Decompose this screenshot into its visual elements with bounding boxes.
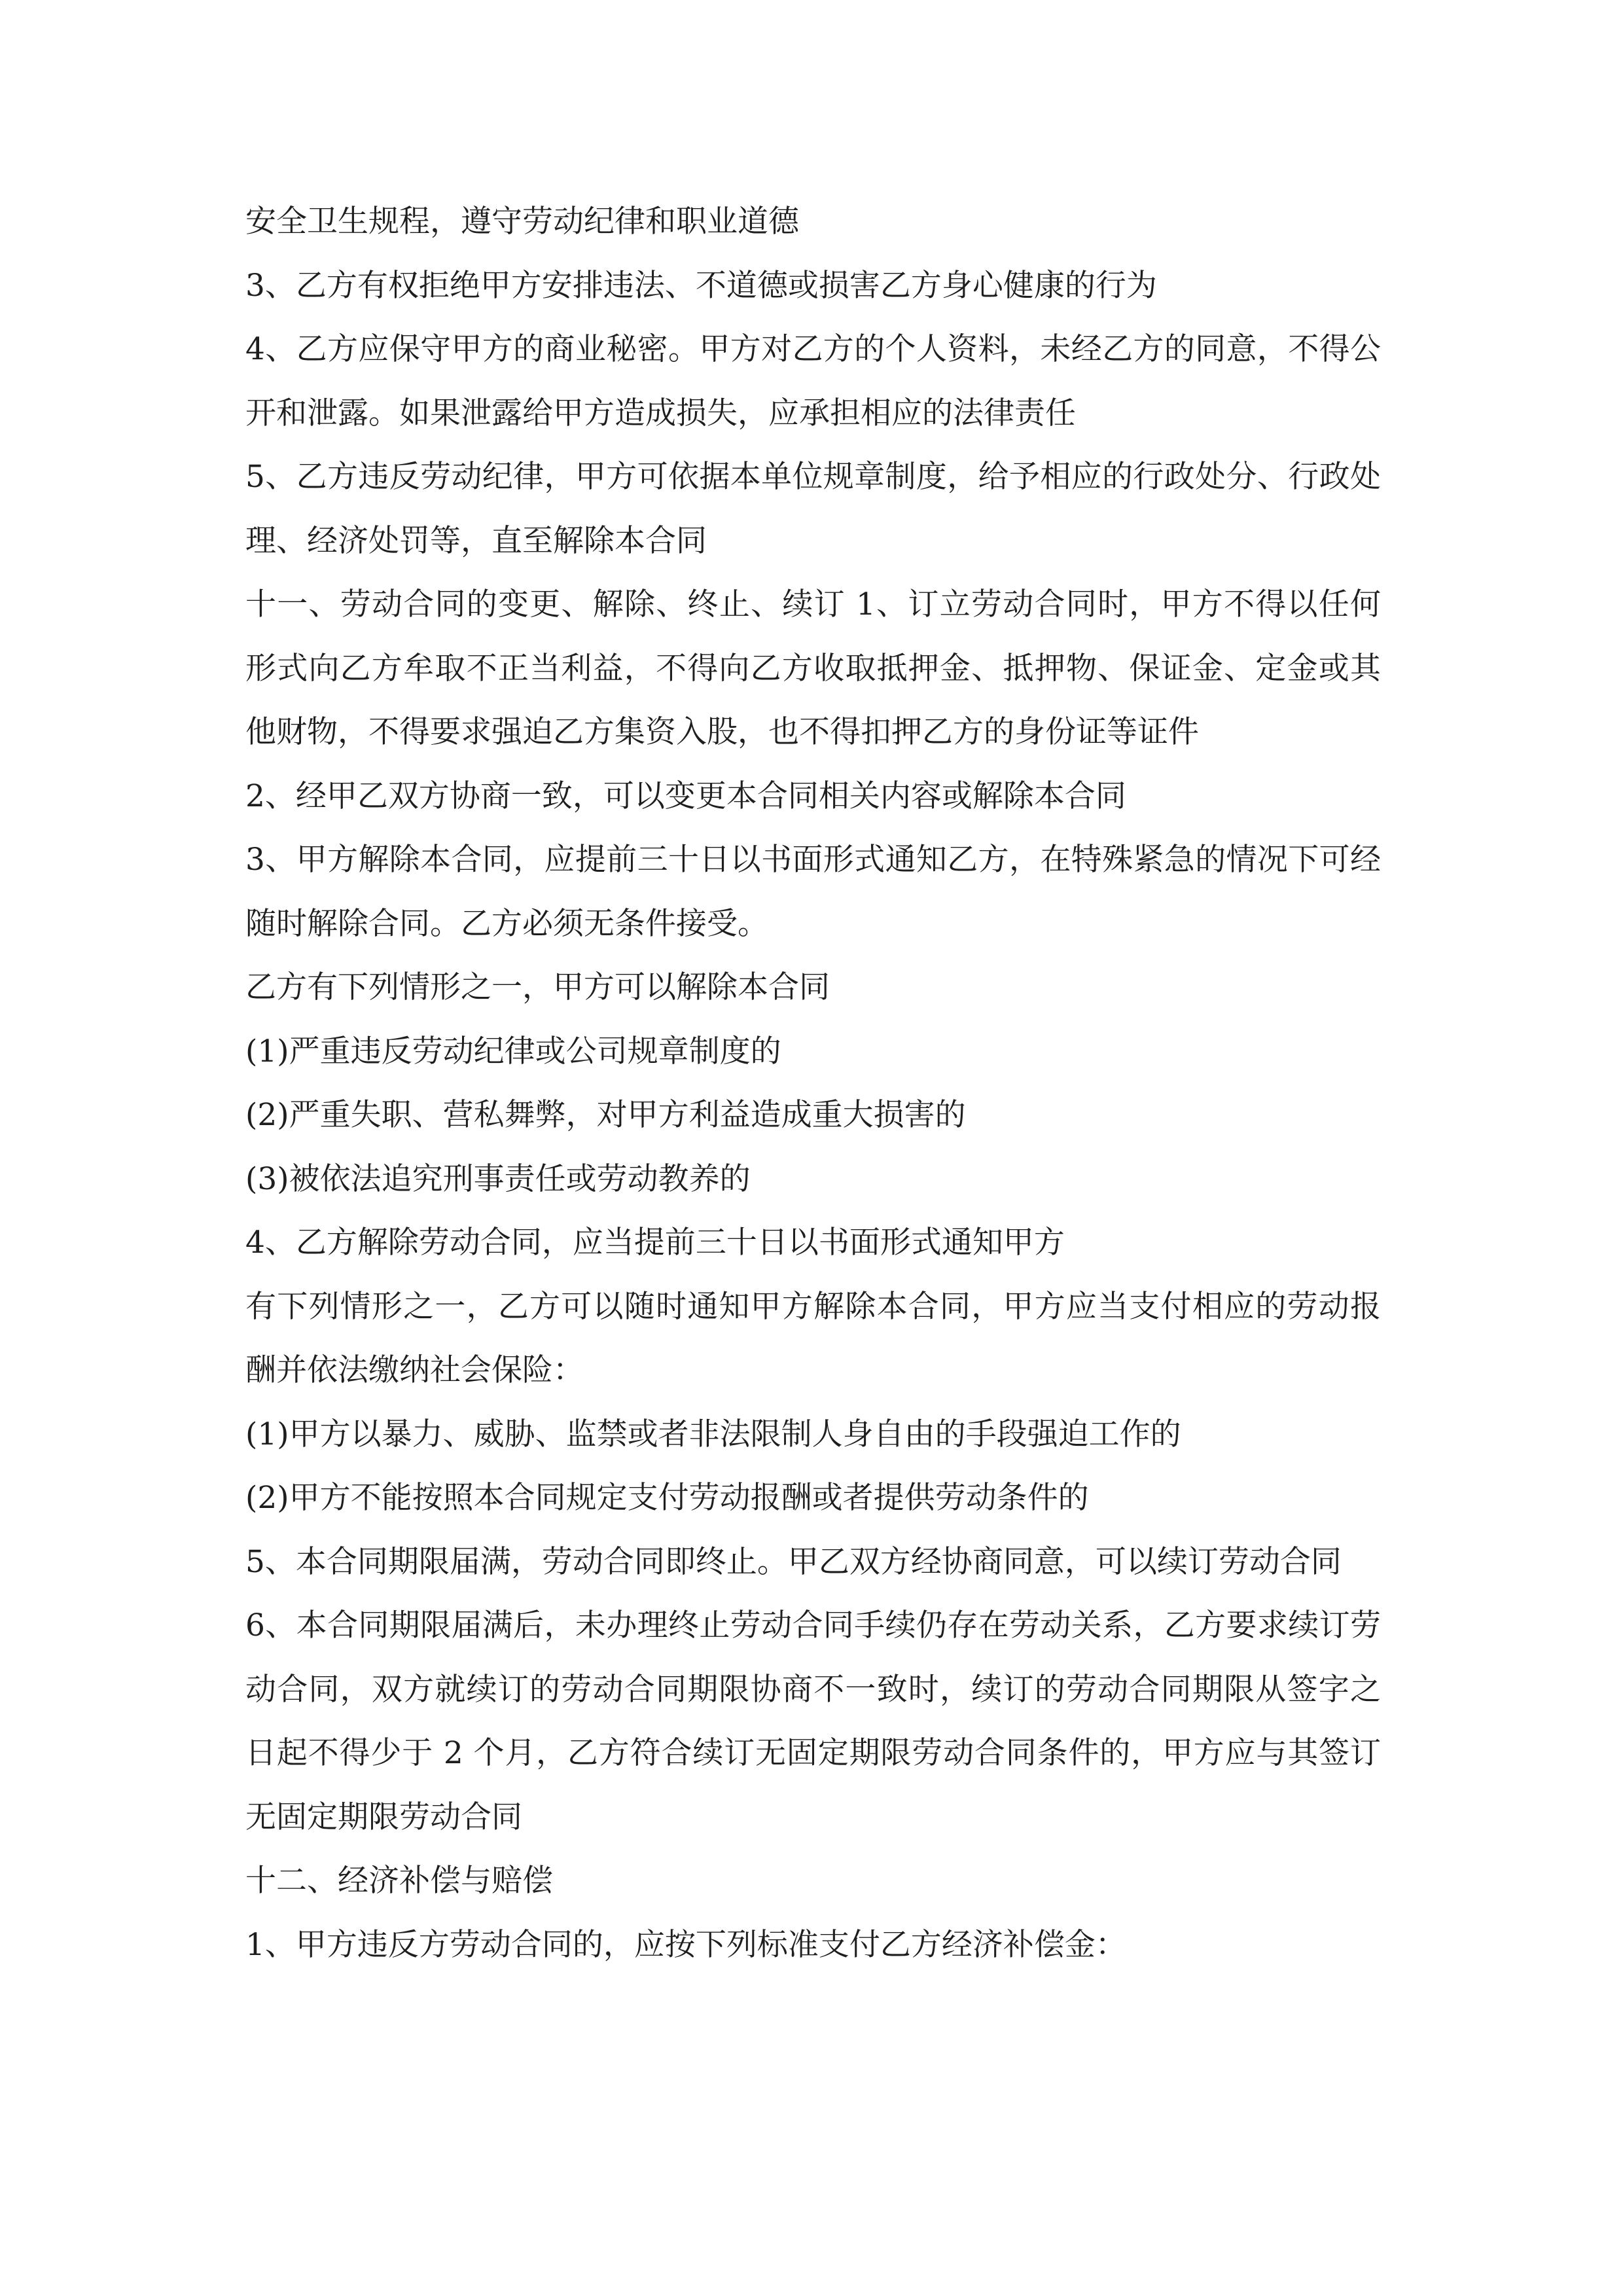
- paragraph-clause-5-expiry: 5、本合同期限届满，劳动合同即终止。甲乙双方经协商同意，可以续订劳动合同: [245, 1543, 1342, 1580]
- paragraph-clause-3-refuse: 3、乙方有权拒绝甲方安排违法、不道德或损害乙方身心健康的行为: [245, 267, 1157, 304]
- paragraph-safety-rules: 安全卫生规程，遵守劳动纪律和职业道德: [245, 204, 799, 240]
- list-item-condition-3: (3)被依法追究刑事责任或劳动教养的: [245, 1160, 751, 1197]
- list-item-employer-violation-2: (2)甲方不能按照本合同规定支付劳动报酬或者提供劳动条件的: [245, 1480, 1089, 1516]
- paragraph-compensation-clause-1: 1、甲方违反方劳动合同的，应按下列标准支付乙方经济补偿金：: [245, 1926, 1126, 1963]
- list-item-condition-1: (1)严重违反劳动纪律或公司规章制度的: [245, 1033, 781, 1069]
- paragraph-clause-4-employee-terminate: 4、乙方解除劳动合同，应当提前三十日以书面形式通知甲方: [245, 1225, 1065, 1261]
- paragraph-immediate-termination-intro: 有下列情形之一，乙方可以随时通知甲方解除本合同，甲方应当支付相应的劳动报酬并依法缴纳社会保险：: [245, 1288, 1381, 1388]
- list-item-employer-violation-1: (1)甲方以暴力、威胁、监禁或者非法限制人身自由的手段强迫工作的: [245, 1416, 1181, 1452]
- paragraph-clause-4-secrets: 4、乙方应保守甲方的商业秘密。甲方对乙方的个人资料，未经乙方的同意，不得公开和泄露。如果泄露给甲方造成损失，应承担相应的法律责任: [245, 331, 1381, 431]
- section-heading-12: 十二、经济补偿与赔偿: [245, 1863, 553, 1899]
- paragraph-conditions-intro: 乙方有下列情形之一，甲方可以解除本合同: [245, 969, 830, 1005]
- paragraph-clause-3-terminate: 3、甲方解除本合同，应提前三十日以书面形式通知乙方，在特殊紧急的情况下可经随时解除合同。乙方必须无条件接受。: [245, 842, 1381, 942]
- paragraph-clause-5-discipline: 5、乙方违反劳动纪律，甲方可依据本单位规章制度，给予相应的行政处分、行政处理、经济处罚等，直至解除本合同: [245, 459, 1381, 559]
- list-item-condition-2: (2)严重失职、营私舞弊，对甲方利益造成重大损害的: [245, 1097, 966, 1133]
- paragraph-clause-6-renewal: 6、本合同期限届满后，未办理终止劳动合同手续仍存在劳动关系，乙方要求续订劳动合同，双方就续订的劳动合同期限协商不一致时，续订的劳动合同期限从签字之日起不得少于 2 个月，乙方符合续订无固定期限劳动合同条件的，甲方应与其签订无固定期限劳动合同: [245, 1607, 1381, 1835]
- paragraph-clause-2-modify: 2、经甲乙双方协商一致，可以变更本合同相关内容或解除本合同: [245, 778, 1126, 814]
- section-heading-11: 十一、劳动合同的变更、解除、终止、续订 1、订立劳动合同时，甲方不得以任何形式向乙方牟取不正当利益，不得向乙方收取抵押金、抵押物、保证金、定金或其他财物，不得要求强迫乙方集资入股，也不得扣押乙方的身份证等证件: [245, 586, 1381, 750]
- document-body: [245, 190, 1381, 1977]
